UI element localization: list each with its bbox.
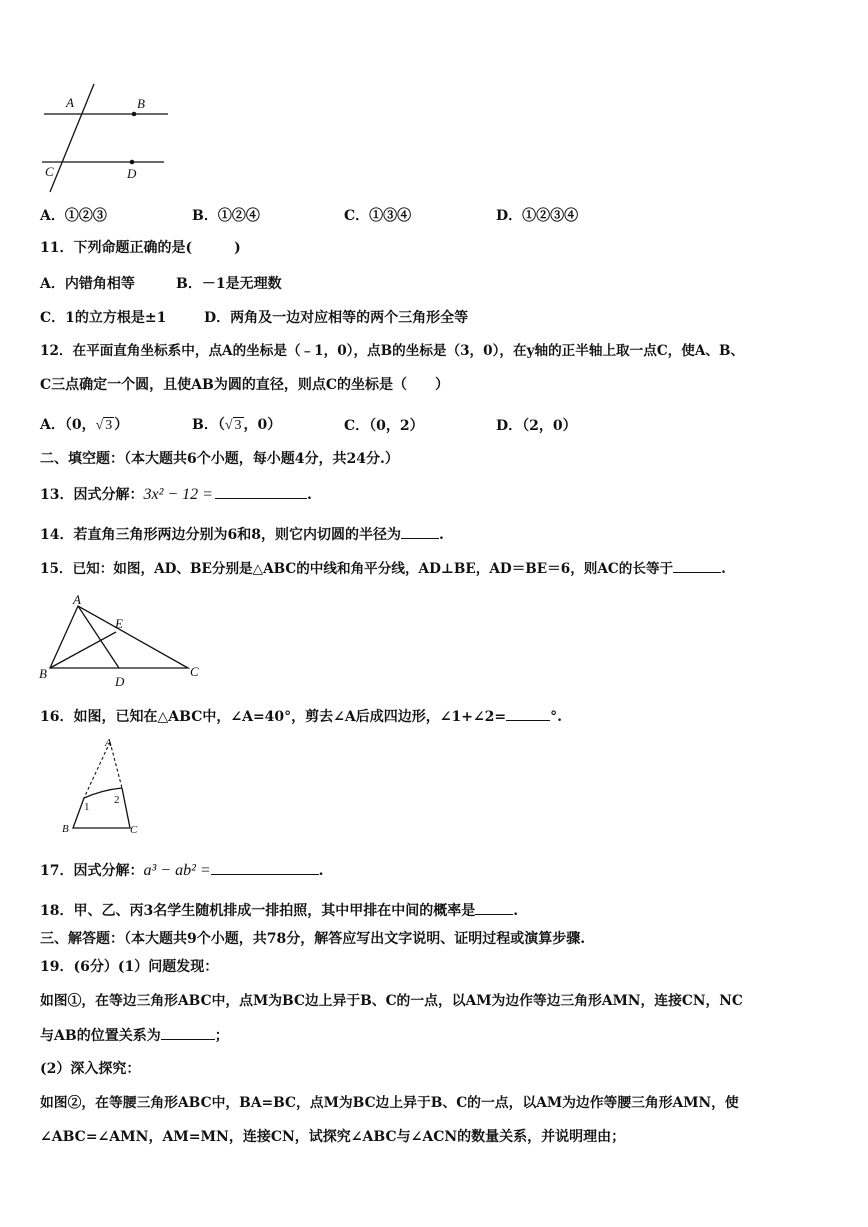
q12-option-a-radicand: 3 — [105, 418, 113, 433]
q19-part1-line1: 如图①，在等边三角形ABC中，点M为BC边上异于B、C的一点，以AM为边作等边三角形AMN，连接CN，NC — [40, 993, 743, 1009]
label-b: B — [62, 823, 69, 835]
q17-expression: a³ − ab² = — [143, 862, 211, 879]
label-b: B — [39, 666, 47, 681]
q12-option-b-suffix: ，0） — [243, 417, 282, 433]
q18-period: . — [513, 903, 519, 919]
section-2-heading: 二、填空题：（本大题共6个小题，每小题4分，共24分.） — [40, 451, 399, 467]
q12-option-c: C．（0，2） — [344, 418, 424, 434]
q16-text: 16．如图，已知在△ABC中，∠A=40°，剪去∠A后成四边形，∠1+∠2= — [40, 709, 507, 725]
label-a: A — [66, 95, 74, 110]
q15-period: . — [721, 561, 726, 577]
q19-part2-heading: (2）深入探究： — [40, 1061, 141, 1077]
q13-prefix: 13．因式分解： — [40, 487, 144, 503]
q17 — [40, 860, 324, 880]
cut-triangle-figure — [60, 736, 150, 836]
q12-option-a-prefix: A．（0， — [40, 417, 96, 433]
q19-part2-line1: 如图②，在等腰三角形ABC中，BA=BC，点M为BC边上异于B、C的一点，以AM为边作等腰三角形AMN，使 — [40, 1095, 739, 1111]
q19-part1-punct: ； — [214, 1028, 229, 1044]
q12-option-b-prefix: B．（ — [192, 417, 225, 433]
q18-text: 18．甲、乙、丙3名学生随机排成一排拍照，其中甲排在中间的概率是 — [40, 903, 476, 919]
section-3-heading: 三、解答题：（本大题共9个小题，共78分，解答应写出文字说明、证明过程或演算步骤. — [40, 931, 586, 947]
triangle-median-bisector-figure — [36, 594, 206, 690]
q11-option-b: B．－1是无理数 — [176, 276, 282, 292]
q10-option-c: C．①③④ — [344, 208, 412, 224]
q11-stem: 11．下列命题正确的是( ) — [40, 240, 241, 256]
point-d — [130, 160, 135, 165]
q12-option-b-radicand: 3 — [234, 418, 242, 433]
q11-option-c: C．1的立方根是±1 — [40, 310, 167, 326]
q15 — [40, 558, 726, 578]
q11-option-d: D．两角及一边对应相等的两个三角形全等 — [204, 310, 469, 326]
label-e: E — [115, 616, 123, 631]
sqrt-symbol: √ 3 — [95, 418, 113, 433]
q12-stem-line1: 12．在平面直角坐标系中，点A的坐标是（﹣1，0），点B的坐标是（3，0），在y轴的正半轴上取一点C，使A、B、 — [40, 343, 745, 359]
label-d: D — [127, 166, 137, 181]
label-a: A — [73, 592, 81, 607]
q11-option-a: A．内错角相等 — [40, 276, 135, 292]
label-b: B — [137, 96, 145, 111]
sqrt-symbol: √ 3 — [224, 418, 242, 433]
label-c: C — [130, 824, 138, 836]
q14-text: 14．若直角三角形两边分别为6和8，则它内切圆的半径为 — [40, 527, 401, 543]
q17-prefix: 17．因式分解： — [40, 863, 144, 879]
q16-degree-period: °. — [550, 709, 563, 725]
point-b — [132, 112, 137, 117]
q16-answer-blank — [506, 706, 550, 721]
bisector-be — [50, 632, 116, 668]
q17-period: . — [318, 863, 324, 879]
dashed-side-ac — [110, 742, 122, 788]
angle-label-1: 1 — [84, 801, 90, 813]
q19-answer-blank — [161, 1025, 215, 1040]
q15-answer-blank — [673, 558, 721, 573]
q12-stem-line2: C三点确定一个圆，且使AB为圆的直径，则点C的坐标是（ ） — [40, 377, 449, 393]
q19-heading: 19．(6分）(1）问题发现： — [40, 959, 219, 975]
q12-option-a — [40, 414, 128, 434]
q13-expression: 3x² − 12 = — [143, 486, 213, 503]
q18 — [40, 900, 518, 920]
q17-answer-blank — [211, 860, 319, 875]
q18-answer-blank — [475, 900, 513, 915]
q14-answer-blank — [401, 524, 439, 539]
q19-part1-line2 — [40, 1025, 229, 1045]
label-c: C — [190, 664, 199, 679]
q16 — [40, 706, 562, 726]
q19-part2-line2: ∠ABC=∠AMN，AM=MN，连接CN，试探究∠ABC与∠ACN的数量关系，并说明理由； — [40, 1129, 626, 1145]
q13-period: . — [306, 487, 312, 503]
label-a: A — [105, 737, 112, 749]
parallel-lines-figure — [36, 84, 176, 196]
q14-period: . — [438, 527, 444, 543]
q15-text: 15．已知：如图，AD、BE分别是△ABC的中线和角平分线，AD⊥BE，AD＝BE＝6，则AC的长等于 — [40, 561, 674, 577]
q12-option-d: D．（2，0） — [496, 418, 577, 434]
quadrilateral — [73, 788, 130, 828]
q19-part1-text: 与AB的位置关系为 — [40, 1028, 161, 1044]
angle-label-2: 2 — [114, 794, 120, 806]
q10-option-b: B．①②④ — [192, 208, 260, 224]
q14 — [40, 524, 444, 544]
q10-option-d: D．①②③④ — [496, 208, 579, 224]
q12-option-a-suffix: ） — [114, 417, 129, 433]
q10-option-a: A．①②③ — [40, 208, 107, 224]
label-d: D — [115, 674, 125, 689]
median-ad — [78, 606, 119, 668]
q13 — [40, 484, 312, 504]
q13-answer-blank — [215, 484, 307, 499]
dashed-side-ab — [84, 742, 110, 798]
q12-option-b — [192, 414, 281, 434]
label-c: C — [45, 164, 54, 179]
